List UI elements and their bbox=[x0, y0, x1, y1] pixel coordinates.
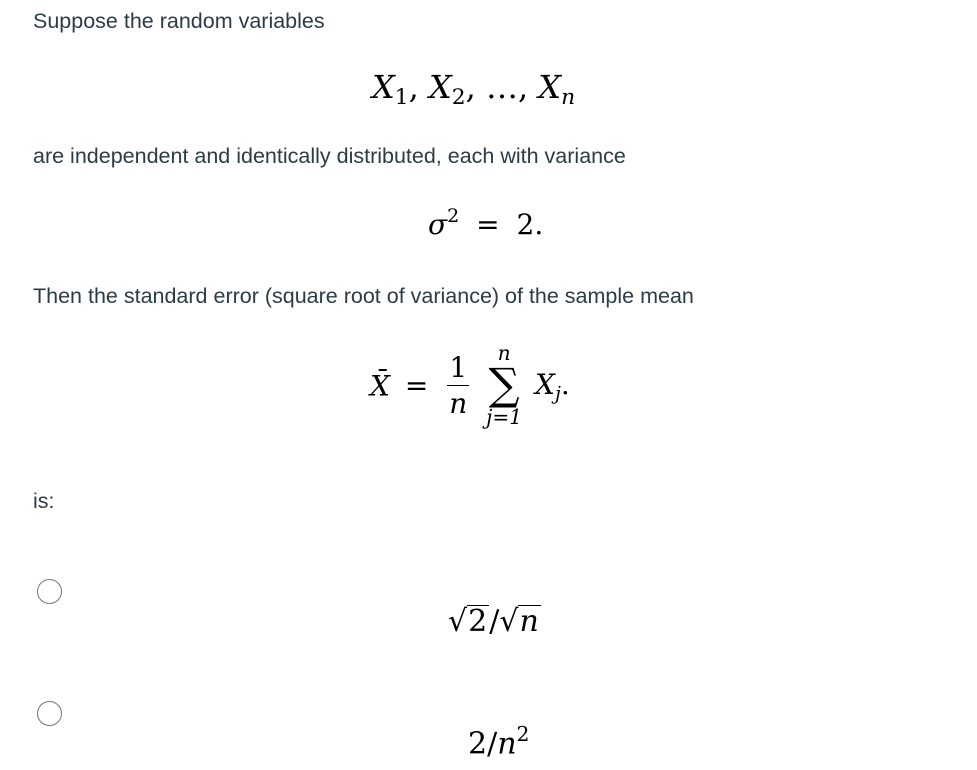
comma: , bbox=[408, 68, 419, 106]
sqrt-sign: √ bbox=[448, 604, 468, 639]
option-1-radio[interactable] bbox=[37, 579, 62, 604]
ellipsis: … bbox=[485, 68, 518, 106]
summation-lower-limit: j=1 bbox=[486, 405, 523, 430]
option-2-radio[interactable] bbox=[37, 701, 62, 726]
equals-sign: = bbox=[476, 207, 500, 241]
radicand-two: 2 bbox=[468, 604, 488, 639]
iid-description-text: are independent and identically distributed, each with variance bbox=[33, 144, 626, 168]
summation bbox=[486, 342, 522, 430]
random-variable-sequence bbox=[372, 68, 575, 110]
option-1-formula[interactable] bbox=[448, 604, 541, 639]
x2-subscript: 2 bbox=[451, 85, 466, 111]
option-2-formula[interactable] bbox=[468, 722, 530, 762]
fraction-one-over-n bbox=[447, 350, 469, 421]
sample-mean-formula bbox=[370, 342, 570, 430]
x2-symbol: X bbox=[428, 68, 452, 106]
variance-formula bbox=[428, 205, 543, 241]
period: . bbox=[560, 367, 570, 401]
sqrt-n bbox=[499, 604, 540, 639]
x-bar-symbol: X̄ bbox=[370, 369, 390, 403]
n-symbol: n bbox=[497, 726, 517, 762]
radicand-n: n bbox=[519, 604, 539, 639]
comma: , bbox=[517, 68, 529, 106]
slash: / bbox=[487, 726, 498, 762]
fraction-denominator: n bbox=[449, 387, 468, 421]
x-term-subscript: j bbox=[554, 381, 561, 404]
xn-symbol: X bbox=[538, 68, 562, 106]
sqrt-two bbox=[448, 604, 489, 639]
sigma-symbol: σ bbox=[428, 207, 448, 241]
sigma-power: 2 bbox=[447, 205, 460, 227]
xn-subscript: n bbox=[561, 85, 576, 111]
x1-subscript: 1 bbox=[394, 85, 409, 111]
x-term-symbol: X bbox=[535, 367, 555, 401]
fraction-numerator: 1 bbox=[449, 350, 468, 384]
sqrt-sign: √ bbox=[499, 604, 519, 639]
n-power: 2 bbox=[516, 722, 530, 746]
equals-sign: = bbox=[404, 369, 429, 403]
fraction-bar bbox=[447, 385, 469, 386]
summation-upper-limit: n bbox=[497, 341, 511, 365]
standard-error-description-text: Then the standard error (square root of variance) of the sample mean bbox=[33, 284, 694, 308]
summation-symbol: ∑ bbox=[488, 360, 520, 411]
variance-value: 2. bbox=[516, 207, 544, 241]
numerator-two: 2 bbox=[468, 726, 488, 762]
comma: , bbox=[465, 68, 476, 106]
x1-symbol: X bbox=[372, 68, 395, 106]
slash: / bbox=[489, 604, 500, 639]
is-text: is: bbox=[33, 489, 55, 513]
question-intro-text: Suppose the random variables bbox=[33, 9, 325, 33]
